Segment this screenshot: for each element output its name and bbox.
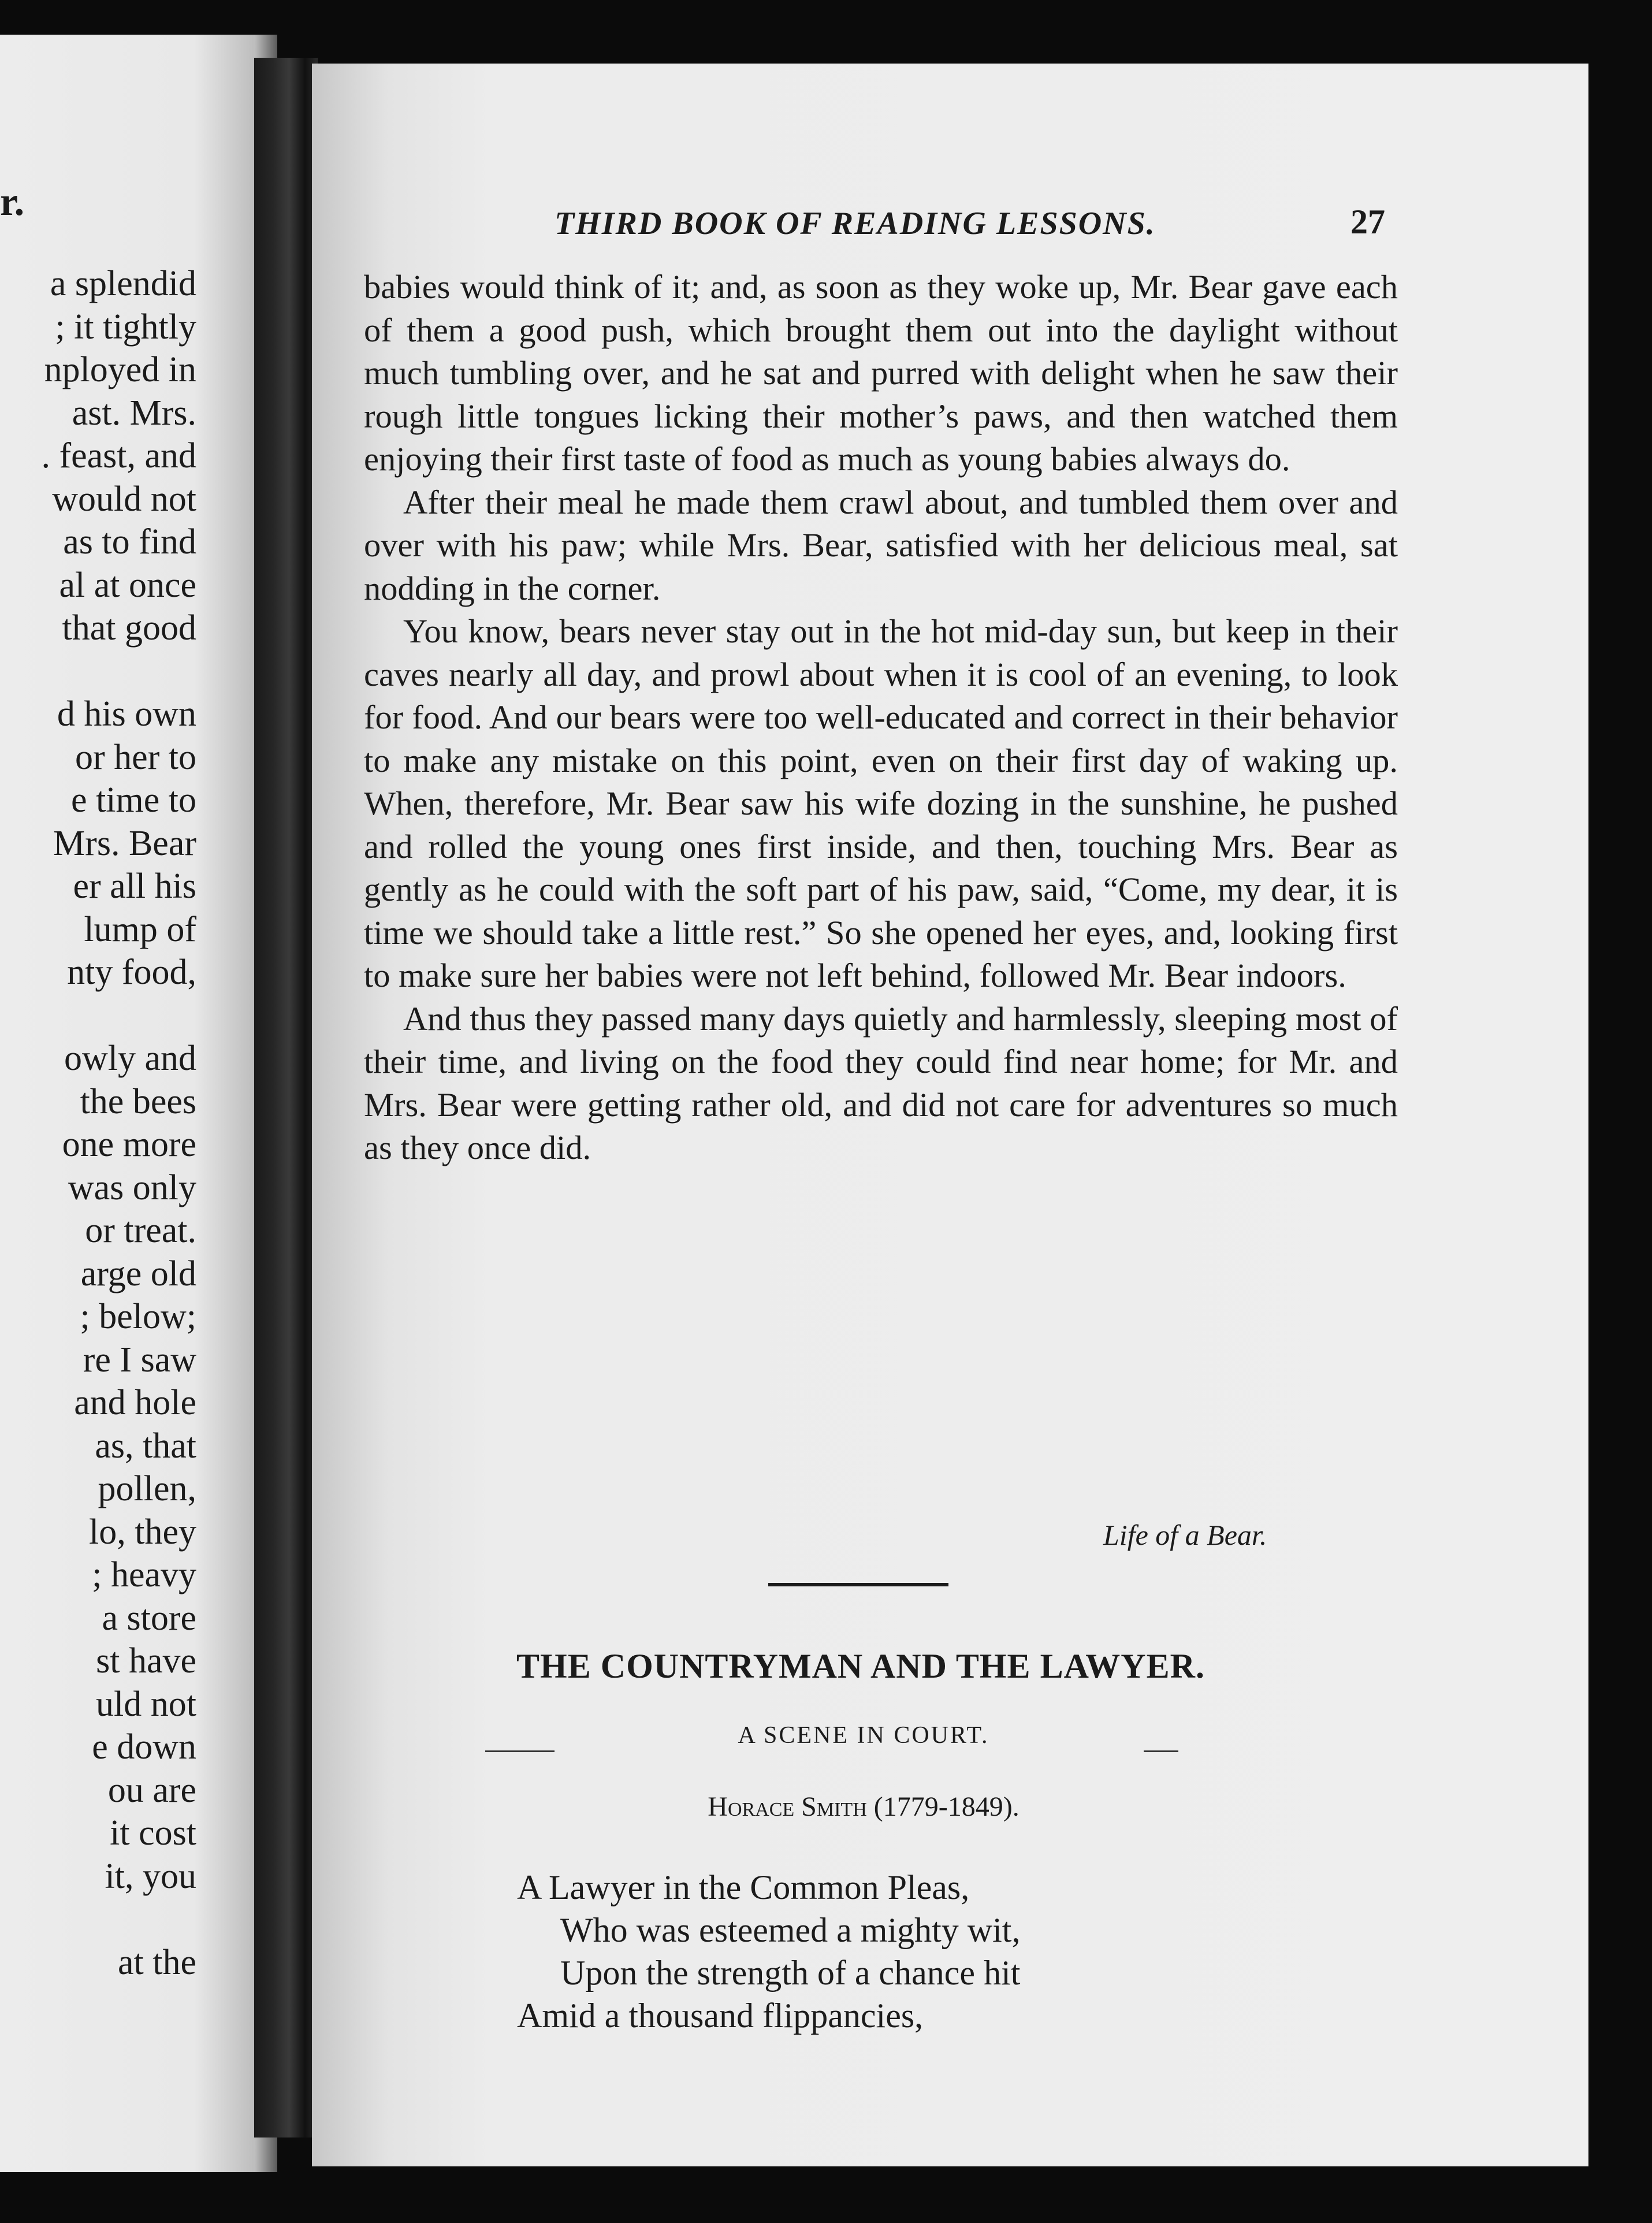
left-page-line: e down xyxy=(92,1727,196,1767)
left-page-line: er all his xyxy=(73,867,196,906)
poem-line: Who was esteemed a mighty wit, xyxy=(560,1911,1021,1949)
paragraph: And thus they passed many days quietly and harmlessly, sleeping most of their time, and living on the food they could find near home; for Mr. and Mrs. Bear were getting rather old, and did not care for adventures so much as they once did. xyxy=(364,999,1398,1166)
left-page-line: as, that xyxy=(95,1426,196,1466)
left-page-line: d his own xyxy=(57,694,196,734)
left-page-line: or treat. xyxy=(85,1211,196,1250)
left-page-line: pollen, xyxy=(98,1469,196,1508)
left-page-line: ; below; xyxy=(80,1297,196,1336)
book-gutter xyxy=(254,58,318,2138)
left-page-line: ; heavy xyxy=(92,1555,196,1594)
page-number: 27 xyxy=(1350,203,1385,241)
left-page-line: one more xyxy=(62,1125,196,1164)
decorative-dash xyxy=(1144,1750,1178,1752)
paragraph: babies would think of it; and, as soon as they woke up, Mr. Bear gave each of them a good push, which brought them out into the daylight without much tumbling over, and he sat and purred with delight when he saw their rough little tongues licking their mother’s paws, and then watched them enjoying their first taste of food as much as young babies always do. xyxy=(364,268,1398,478)
left-page-line: ; it tightly xyxy=(55,307,196,347)
left-page-line: or her to xyxy=(75,737,196,777)
left-page-line: that good xyxy=(62,608,196,648)
running-header: THIRD BOOK OF READING LESSONS. xyxy=(555,206,1156,241)
poem-line: Amid a thousand flippancies, xyxy=(517,1997,924,2035)
left-page-line: would not xyxy=(52,479,196,519)
left-page-line: was only xyxy=(68,1168,196,1207)
paragraph: After their meal he made them crawl about, and tumbled them over and over with his paw; while Mrs. Bear, satisfied with her delicious meal, sat nodding in the corner. xyxy=(364,483,1398,607)
poem xyxy=(517,1866,1020,2037)
poem-title: THE COUNTRYMAN AND THE LAWYER. xyxy=(516,1647,1205,1685)
left-page-line: a splendid xyxy=(50,264,196,303)
left-page-line: a store xyxy=(102,1598,196,1638)
left-page-line: and hole xyxy=(74,1383,196,1422)
left-page-line: lump of xyxy=(84,909,196,949)
poem-subtitle: A SCENE IN COURT. xyxy=(738,1722,989,1749)
left-page-line: ast. Mrs. xyxy=(72,393,196,433)
left-page-line: . feast, and xyxy=(41,436,196,475)
left-page-line: as to find xyxy=(63,522,196,562)
poem-line: A Lawyer in the Common Pleas, xyxy=(517,1868,970,1906)
paragraph: You know, bears never stay out in the hot mid-day sun, but keep in their caves nearly all day, and prowl about when it is cool of an evening, to look for food. And our bears were too well-educated and correct in their behavior to make any mistake on this point, even on their first day of waking up. When, therefore, Mr. Bear saw his wife dozing in the sunshine, he pushed and rolled the young ones first inside, and then, touching Mrs. Bear as gently as he could with the soft part of his paw, said, “Come, my dear, it is time we should take a little rest.” So she opened her eyes, and, looking first to make sure her babies were not left behind, followed Mr. Bear indoors. xyxy=(364,612,1398,994)
left-page-line: arge old xyxy=(80,1254,196,1293)
poem-author: Horace Smith (1779-1849). xyxy=(708,1791,1020,1822)
decorative-dash xyxy=(485,1750,555,1752)
left-page-line: lo, they xyxy=(89,1512,196,1552)
left-page-line: Mrs. Bear xyxy=(53,823,196,863)
left-page-line: uld not xyxy=(96,1684,196,1724)
poem-line: Upon the strength of a chance hit xyxy=(560,1954,1021,1992)
left-page-line: it cost xyxy=(110,1813,196,1853)
left-page-line: it, you xyxy=(105,1856,196,1896)
left-page-line: owly and xyxy=(64,1039,196,1078)
left-page-line: e time to xyxy=(71,780,196,820)
right-page xyxy=(312,64,1588,2166)
left-page-line: al at once xyxy=(59,565,196,605)
attribution: Life of a Bear. xyxy=(1103,1519,1267,1551)
left-page-line: at the xyxy=(118,1942,196,1982)
left-page-line: nty food, xyxy=(67,953,196,992)
left-page xyxy=(0,35,277,2172)
left-page-line: st have xyxy=(96,1641,196,1681)
left-page-line: ou are xyxy=(107,1770,196,1810)
prose-body xyxy=(364,266,1398,1170)
left-page-corner-mark: r. xyxy=(0,180,25,224)
left-page-line: re I saw xyxy=(83,1340,196,1380)
left-page-line: the bees xyxy=(80,1081,196,1121)
left-page-line: nployed in xyxy=(44,350,196,389)
section-divider xyxy=(768,1583,948,1586)
